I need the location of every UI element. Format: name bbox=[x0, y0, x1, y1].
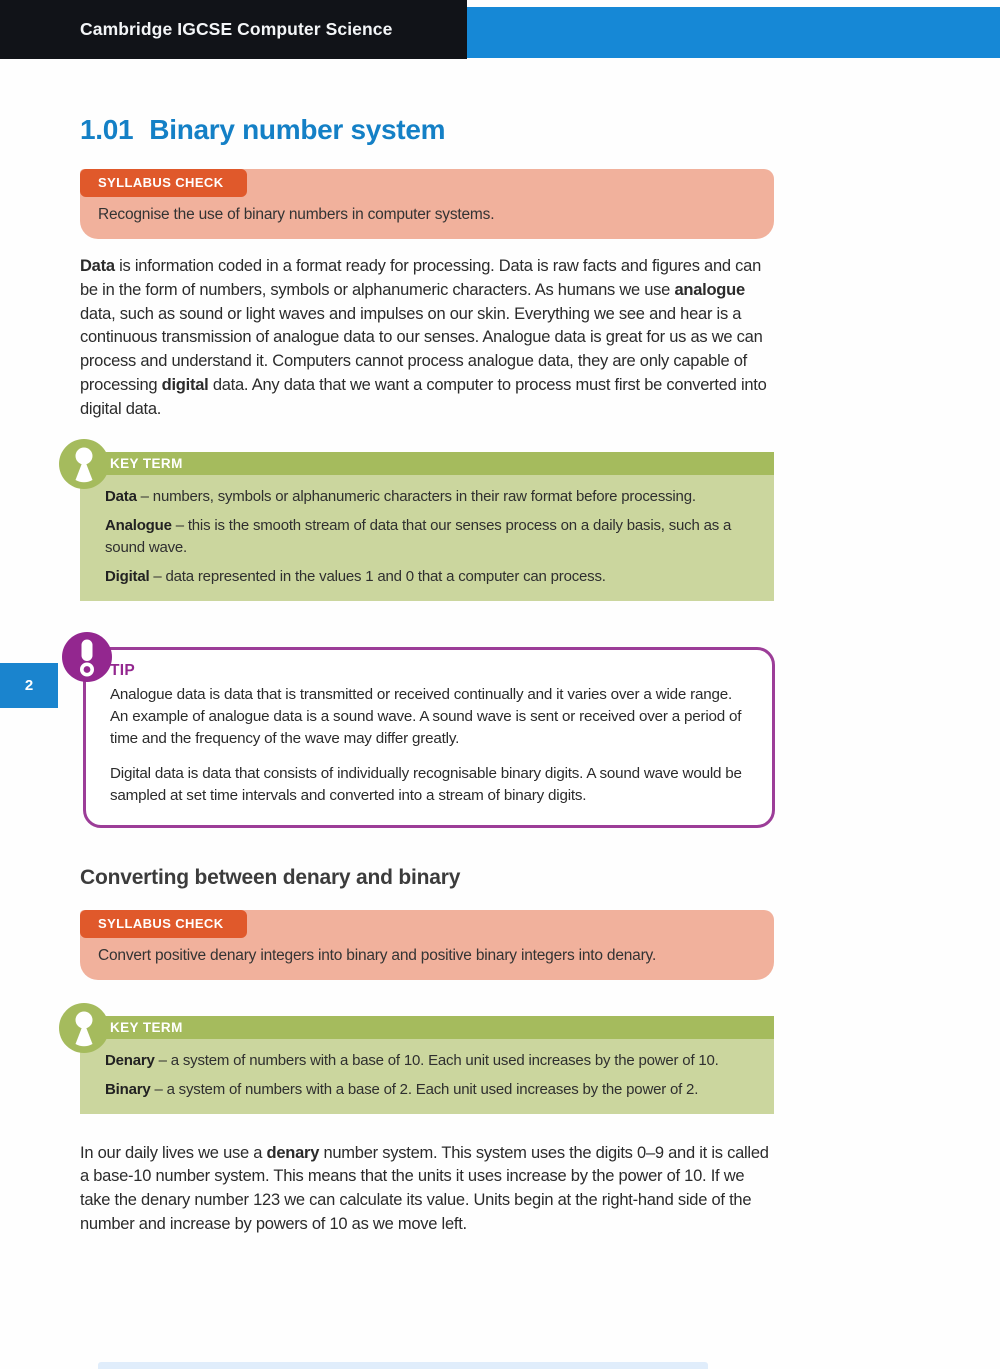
key-term-label: KEY TERM bbox=[110, 1019, 183, 1035]
intro-text-3: data. Any data that we want a computer to process must first be converted into digital data. bbox=[80, 375, 767, 418]
tip-paragraph-2: Digital data is data that consists of individually recognisable binary digits. A sound wave would be sampled at set time intervals and converted into a stream of binary digits. bbox=[110, 764, 742, 805]
closing-text-2: number system. This system uses the digits 0–9 and it is called a base-10 number system. This means that the units it uses increase by the power of 10. If we take the denary number 123 we can calculate its value. Units begin at the right-hand side of the number and increase by powers of 10 as we move left. bbox=[80, 1143, 769, 1233]
page-number: 2 bbox=[24, 677, 34, 694]
bold-term-analogue: analogue bbox=[674, 280, 745, 299]
key-term-entry bbox=[105, 1050, 754, 1072]
syllabus-check-text: Recognise the use of binary numbers in computer systems. bbox=[98, 206, 495, 223]
intro-paragraph bbox=[80, 255, 772, 422]
syllabus-check-tab bbox=[80, 169, 247, 197]
closing-text-1: In our daily lives we use a bbox=[80, 1143, 267, 1162]
key-term-body bbox=[80, 1039, 774, 1114]
key-term-label: KEY TERM bbox=[110, 455, 183, 471]
intro-text-1: is information coded in a format ready for processing. Data is raw facts and figures and can be in the form of numbers, symbols or alphanumeric characters. As humans we use bbox=[80, 257, 762, 299]
chapter-number: 1.01 bbox=[80, 114, 134, 145]
book-title: Cambridge IGCSE Computer Science bbox=[80, 19, 393, 39]
key-term-header bbox=[80, 452, 774, 475]
key-term-entry bbox=[105, 1079, 754, 1101]
key-term-entry bbox=[105, 486, 754, 508]
chapter-title-text: Binary number system bbox=[149, 114, 446, 145]
page-header-banner bbox=[0, 0, 1000, 60]
syllabus-check-label: SYLLABUS CHECK bbox=[98, 175, 224, 190]
key-term-definition: – this is the smooth stream of data that our senses process on a daily basis, such as a sound wave. bbox=[105, 517, 732, 556]
key-term-box-2 bbox=[80, 1016, 774, 1114]
bold-term-digital: digital bbox=[161, 375, 209, 394]
syllabus-check-box-1 bbox=[80, 169, 774, 239]
closing-paragraph bbox=[80, 1142, 772, 1237]
section-heading: Converting between denary and binary bbox=[80, 865, 461, 889]
page-content bbox=[80, 113, 774, 1237]
bold-term-denary: denary bbox=[266, 1143, 320, 1162]
key-term-word: Denary bbox=[105, 1051, 155, 1069]
syllabus-check-box-2 bbox=[80, 910, 774, 980]
key-term-definition: – data represented in the values 1 and 0 that a computer can process. bbox=[149, 568, 606, 586]
key-term-word: Analogue bbox=[105, 517, 172, 535]
header-black-band bbox=[0, 0, 467, 59]
page-number-tab bbox=[0, 663, 58, 708]
key-term-entry bbox=[105, 566, 754, 588]
footer-bleed-strip bbox=[98, 1362, 708, 1369]
key-term-word: Digital bbox=[105, 568, 150, 586]
header-blue-band bbox=[467, 7, 1000, 58]
key-term-word: Binary bbox=[105, 1081, 151, 1099]
syllabus-check-text: Convert positive denary integers into binary and positive binary integers into denary. bbox=[98, 946, 657, 964]
key-term-definition: – a system of numbers with a base of 10. Each unit used increases by the power of 10. bbox=[154, 1051, 719, 1069]
syllabus-check-label: SYLLABUS CHECK bbox=[98, 915, 224, 931]
key-term-definition: – numbers, symbols or alphanumeric characters in their raw format before processing. bbox=[136, 487, 696, 505]
syllabus-check-tab bbox=[80, 910, 247, 938]
key-icon bbox=[59, 1003, 109, 1053]
exclamation-icon bbox=[62, 632, 112, 682]
key-term-entry bbox=[105, 515, 754, 558]
key-term-body bbox=[80, 475, 774, 601]
intro-text-2: data, such as sound or light waves and impulses on our skin. Everything we see and hear is a continuous transmission of analogue data to our senses. Analogue data is great for us as we can process and understand it. Computers cannot process analogue data, they are only capable of processing bbox=[80, 304, 763, 394]
chapter-title bbox=[80, 113, 774, 147]
tip-label: TIP bbox=[110, 661, 136, 679]
key-term-header bbox=[80, 1016, 774, 1039]
tip-paragraph-1: Analogue data is data that is transmitted or received continually and it varies over a wide range. An example of analogue data is a sound wave. A sound wave is sent or received over a period of time and the frequency of the wave may differ greatly. bbox=[110, 685, 742, 748]
key-icon bbox=[59, 439, 109, 489]
key-term-definition: – a system of numbers with a base of 2. Each unit used increases by the power of 2. bbox=[150, 1081, 699, 1099]
key-term-box-1 bbox=[80, 452, 774, 601]
tip-box bbox=[83, 647, 775, 828]
bold-term-data: Data bbox=[80, 257, 115, 275]
key-term-word: Data bbox=[105, 487, 137, 505]
